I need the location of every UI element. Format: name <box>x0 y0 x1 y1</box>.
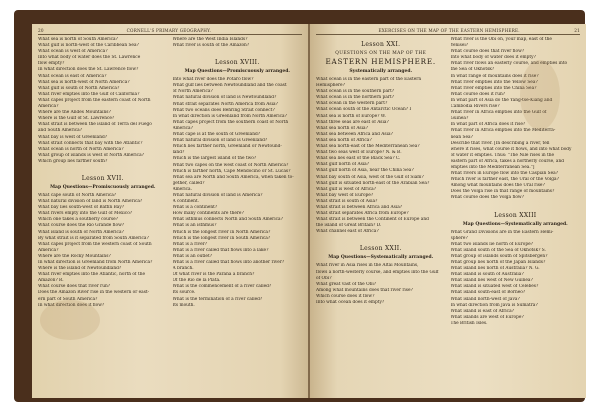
left-page-number: 20 <box>38 28 44 33</box>
text-line: What isthmus connects North and South America? <box>172 217 283 223</box>
text-line: Yenisei? <box>450 43 469 49</box>
text-line: and South America? <box>38 128 83 134</box>
text-line: What great vast of the Obi? <box>316 281 377 287</box>
text-line: Its source. <box>172 290 196 296</box>
lesson-heading: QUESTIONS ON THE MAP OF THE <box>335 51 427 56</box>
text-line: What group of islands is west of North America? <box>38 152 144 158</box>
text-line: What gulf north of Asia? <box>316 162 370 168</box>
text-line: A continent. <box>172 199 200 205</box>
text-line: What capes project from the eastern coast of North <box>38 97 151 103</box>
text-line: What island lies west of New Guinea? <box>450 278 533 284</box>
text-line: What gulf is north-west of the Caribbean Sea? <box>38 43 139 49</box>
paper-stain <box>520 60 560 130</box>
text-line: What is a river called that flows into another river? <box>172 260 285 265</box>
text-line: A branch. <box>172 266 194 272</box>
text-line: What is the termination of a river called? <box>172 296 263 302</box>
text-line: In what direction does the St. Lawrence flow? <box>38 67 139 73</box>
text-line: What is an isthmus? <box>172 223 217 229</box>
text-line: What ocean is in the eastern part of the Eastern <box>316 77 422 82</box>
text-line: What capes project from the southern coast of North <box>172 119 289 125</box>
text-line: What rivers empty into the Gulf of Mexico? <box>38 211 133 217</box>
text-line: What river is the Obi on, your map, east of the <box>450 37 552 42</box>
text-line: Which is farther north, Cape Mendocino or St. Lucas? <box>172 168 291 174</box>
paper-stain <box>40 300 100 340</box>
text-line: What river in Asia rises in the Altai Mountains, <box>316 263 419 269</box>
text-line: What ocean in the western part? <box>316 101 388 107</box>
text-line: What river is south of the Amazon? <box>172 43 250 49</box>
text-line: What group lies north of the Japan Islands? <box>450 260 546 265</box>
text-line: What capes project from the western coast of South <box>38 241 152 247</box>
text-line: What river empties into the China Sea? <box>450 85 537 91</box>
text-line: America? <box>38 247 59 253</box>
text-line: of North America? <box>172 89 213 95</box>
text-line: Into what ocean does it empty? <box>316 300 385 305</box>
text-line: What course does the Volga flow? <box>450 195 524 201</box>
text-line: What sea north of Africa? <box>316 137 372 143</box>
text-line: What river empties into the Gulf of California? <box>38 91 140 97</box>
lesson-subtitle: Map Questions—Promiscuously arranged. <box>50 184 156 190</box>
text-line: How many continents are there? <box>172 211 244 217</box>
text-line: Its mouth. <box>172 302 195 308</box>
right-col-1 <box>316 37 446 327</box>
text-line: Which is the longest river in South America? <box>172 235 271 241</box>
text-line: What sea is north of Europe? W. <box>316 113 386 119</box>
text-line: Among what mountains does that river rise? <box>316 287 413 293</box>
right-col-2 <box>451 37 581 327</box>
text-line: Which group lies farther south? <box>38 158 108 164</box>
text-line: What river empties into the Atlantic, north of the <box>38 272 146 278</box>
left-col-1 <box>38 37 168 309</box>
text-line: What ocean is north of North America? <box>38 146 124 152</box>
text-line: flows a north-westerly course, and empties into the Gulf <box>316 269 439 275</box>
text-line: What islands are west of Europe? <box>450 314 524 320</box>
text-line: What cape is at the south of Greenland? <box>172 132 261 138</box>
text-line: What ocean is west of America? <box>38 49 108 55</box>
text-line: Which is the longest river in North America? <box>172 229 271 235</box>
text-line: By what strait is it separated from South America? <box>38 235 149 241</box>
left-running-title: CORNELL'S PRIMARY GEOGRAPHY. <box>126 28 212 33</box>
text-line: What two capes on the west coast of North America? <box>172 162 289 168</box>
right-running-head <box>316 28 580 35</box>
text-line: What strait is between the island of Terra del Fuego <box>38 122 152 128</box>
text-line: What gulf lies between Newfoundland and the coast <box>172 83 287 89</box>
text-line: the Sea of Okhotsk? <box>450 67 495 73</box>
text-line: empties into the Mediterranean Sea."] <box>450 164 535 170</box>
lesson-title: Lesson XXI. <box>361 41 401 48</box>
lesson-subtitle: Map Questions—Promiscuously arranged. <box>184 69 290 75</box>
text-line: What ocean is in the southern part? <box>316 89 395 95</box>
text-line: Which is the largest island of the two? <box>172 156 257 162</box>
text-line: What channel east of Africa? <box>316 229 379 235</box>
text-line: Of what river is the Parana a branch? <box>172 272 255 278</box>
text-line: What bay south of Asia, west of the Gulf of Siam? <box>316 174 424 180</box>
text-line: What sea is north of South America? <box>38 37 118 42</box>
text-line: Where are the West India Islands? <box>172 37 248 42</box>
text-line: What gulf is south of North America? <box>38 85 120 91</box>
text-line: Which course does it flow? <box>316 293 375 299</box>
text-line: What island is south of Australia? <box>450 272 524 278</box>
text-line: What two seas west of Europe? N. & B. <box>316 150 402 156</box>
text-line: What island is situated west of Celebes? <box>450 284 539 290</box>
text-line: What sea are North and South America, when taken to- <box>172 174 294 180</box>
text-line: What sea north of Asia? <box>316 125 368 131</box>
text-line: Does the Amazon River rise in the western or east- <box>38 290 150 296</box>
text-line: What gulf is west of Africa? <box>316 186 377 192</box>
lesson-subtitle: Systematically arranged. <box>349 69 413 74</box>
right-running-title: EXERCISES ON THE MAP OF THE EASTERN HEMISPHERE. <box>378 28 520 33</box>
text-line: Which one takes a southerly course? <box>38 217 118 223</box>
text-line: In what range of mountains does it rise? <box>450 73 539 79</box>
text-line: What island north-west of Java? <box>450 296 520 302</box>
text-line: What sea lies east of the Black Sea? C. <box>316 156 401 162</box>
text-line: What bay west of Europe? <box>316 192 374 198</box>
text-line: What strait is between the Continent of Europe and <box>316 217 429 223</box>
text-line: Into what body of water does the St. Lawrence <box>38 55 141 61</box>
text-line: What ocean is east of America? <box>38 73 107 79</box>
text-line: Describe that river. [In describing a river, tell <box>450 140 550 146</box>
text-line: What is a continent? <box>172 205 218 211</box>
text-line: What sea between Africa and Asia? <box>316 131 393 137</box>
text-line: What river empties into the Yellow Sea? <box>450 79 538 85</box>
text-line: where it rises, what course it flows, and into what body <box>450 146 572 152</box>
text-line: What strait separates Africa from Europe? <box>316 211 409 217</box>
text-line: What is an outlet? <box>172 253 213 259</box>
text-line: What bay lies south-west of Baffin Bay? <box>38 205 125 211</box>
text-line: What three seas are east of Asia? <box>316 119 389 125</box>
text-line: The British Isles. <box>450 320 488 326</box>
text-line: What ocean south of the Antarctic Ocean? I <box>316 107 412 113</box>
text-line: What natural division of land is North America? <box>38 199 143 205</box>
text-line: In what part of Asia do the Yang-tse-Kiang and <box>450 97 553 103</box>
text-line: What strait is between Africa and Asia? <box>316 204 403 210</box>
text-line: What island is east of Africa? <box>450 308 514 314</box>
text-line: What natural division of land is Newfoundland? <box>172 95 277 101</box>
text-line: What sea is north-west of North America? <box>38 79 130 85</box>
text-line: What cape south of North America? <box>38 192 117 198</box>
text-line: What river in Africa empties into the Mediterra- <box>450 128 556 134</box>
text-line: In what direction is Greenland from North America? <box>38 260 153 265</box>
text-line: Cambodia Rivers rise? <box>450 104 500 110</box>
text-line: In what direction does it flow? <box>38 302 105 308</box>
text-line: What island south-east of Borneo? <box>450 290 526 296</box>
text-line: In what part of Africa does it rise? <box>450 122 526 128</box>
text-line: sphere? <box>450 235 468 241</box>
text-line: What Grand Divisions are in the Eastern Hemi- <box>450 229 554 235</box>
text-line: Of the Rio de la Plata. <box>172 278 221 284</box>
text-line: America? <box>172 125 193 131</box>
text-line: What course does that river run? <box>38 284 111 290</box>
right-page-number: 21 <box>574 28 580 33</box>
text-line: What bay is west of Greenland? <box>38 134 108 140</box>
text-line: of Obi? <box>316 275 332 281</box>
text-line: What natural division of land is Greenland? <box>172 138 268 144</box>
text-line: What course does it run? <box>450 91 506 97</box>
text-line: Where is the island of Newfoundland? <box>38 266 122 272</box>
left-columns <box>38 37 302 309</box>
left-running-head <box>38 28 302 35</box>
left-page <box>32 24 308 398</box>
text-line: What natural division of land is America? <box>172 192 263 198</box>
text-line: Does the Volga rise in that range of mountains? <box>450 189 555 195</box>
left-col-2 <box>173 37 303 309</box>
text-line: Among what mountains does the Ural rise? <box>450 183 545 189</box>
text-line: Hemisphere? <box>316 83 345 89</box>
text-line: What course does that river flow? <box>450 49 525 55</box>
text-line: America? <box>38 104 59 110</box>
text-line: flow empty? <box>38 61 65 67</box>
text-line: eastern part of Africa, takes a northerly course, and <box>450 158 564 164</box>
text-line: What is the commencement of a river called? <box>172 284 272 290</box>
text-line: What river flows an easterly course, and empties into <box>450 61 568 67</box>
text-line: What gulf north of Asia, near the China Sea? <box>316 168 414 174</box>
text-line: In what direction from Java is Sumatra? <box>450 302 538 308</box>
text-line: What is a river called that flows into a lake? <box>172 247 269 253</box>
text-line: What course does the Rio Grande flow? <box>38 223 125 229</box>
text-line: What island lies north of Australia? N. G. <box>450 266 540 272</box>
text-line: America. <box>172 186 192 192</box>
text-line: Which river is farther east, the Ural or the Volga? <box>450 177 559 183</box>
text-line: Into what river does the Potaro flow? <box>172 77 254 83</box>
text-line: What rivers in Europe flow into the Caspian Sea? <box>450 171 559 177</box>
text-line: What island south of the Sea of Okhotsk? S. <box>450 247 546 253</box>
text-line: gether, called? <box>172 180 205 186</box>
text-line: ern part of South America? <box>38 296 98 302</box>
text-line: Into what body of water does it empty? <box>450 55 536 61</box>
text-line: Which lies farther north, Greenland or Newfound- <box>172 144 282 150</box>
text-line: What strait connects that bay with the Atlantic? <box>38 140 143 146</box>
text-line: the island of Great Britain? D. <box>316 223 382 229</box>
lesson-title: Lesson XXII. <box>359 245 402 253</box>
text-line: Where are the Andes Mountains? <box>38 110 111 116</box>
text-line: What island is south of North America? <box>38 229 124 235</box>
lesson-title: Lesson XXIII <box>494 211 537 219</box>
text-line: What group of islands south of Spitsbergen? <box>450 253 548 259</box>
lesson-big-title: EASTERN HEMISPHERE. <box>325 57 437 66</box>
text-line: What strait is south of Asia? <box>316 198 378 204</box>
lesson-title: Lesson XVII. <box>81 174 124 182</box>
text-line: Amazon? R. <box>38 278 64 284</box>
text-line: nean Sea? <box>450 134 473 140</box>
text-line: What ocean is in the northern part? <box>316 95 394 101</box>
text-line: Where is the Gulf of St. Lawrence? <box>38 116 115 122</box>
text-line: What strait separates North America from Asia? <box>172 101 278 107</box>
text-line: of water it empties. Thus: "The Nile rises in the <box>450 152 555 158</box>
lesson-subtitle: Map Questions—Systematically arranged. <box>328 255 434 261</box>
text-line: Guinea? <box>450 116 469 122</box>
text-line: What gulf is situated north-east of the Arabian Sea? <box>316 180 430 186</box>
text-line: land? <box>172 150 185 156</box>
text-line: What river in Africa empties into the Gulf of <box>450 110 547 116</box>
text-line: What sea north-east of the Mediterranean Sea? <box>316 144 420 150</box>
text-line: Where are the Rocky Mountains? <box>38 253 111 259</box>
text-line: What two islands lie north of Europe? <box>450 241 533 247</box>
text-line: What two oceans does Behring Strait connect? <box>172 107 275 113</box>
lesson-title: Lesson XVIII. <box>214 59 260 67</box>
lesson-subtitle: Map Questions—Systematically arranged. <box>462 221 568 227</box>
text-line: What is a river? <box>172 241 207 247</box>
text-line: In what direction is Greenland from North America? <box>172 113 287 119</box>
